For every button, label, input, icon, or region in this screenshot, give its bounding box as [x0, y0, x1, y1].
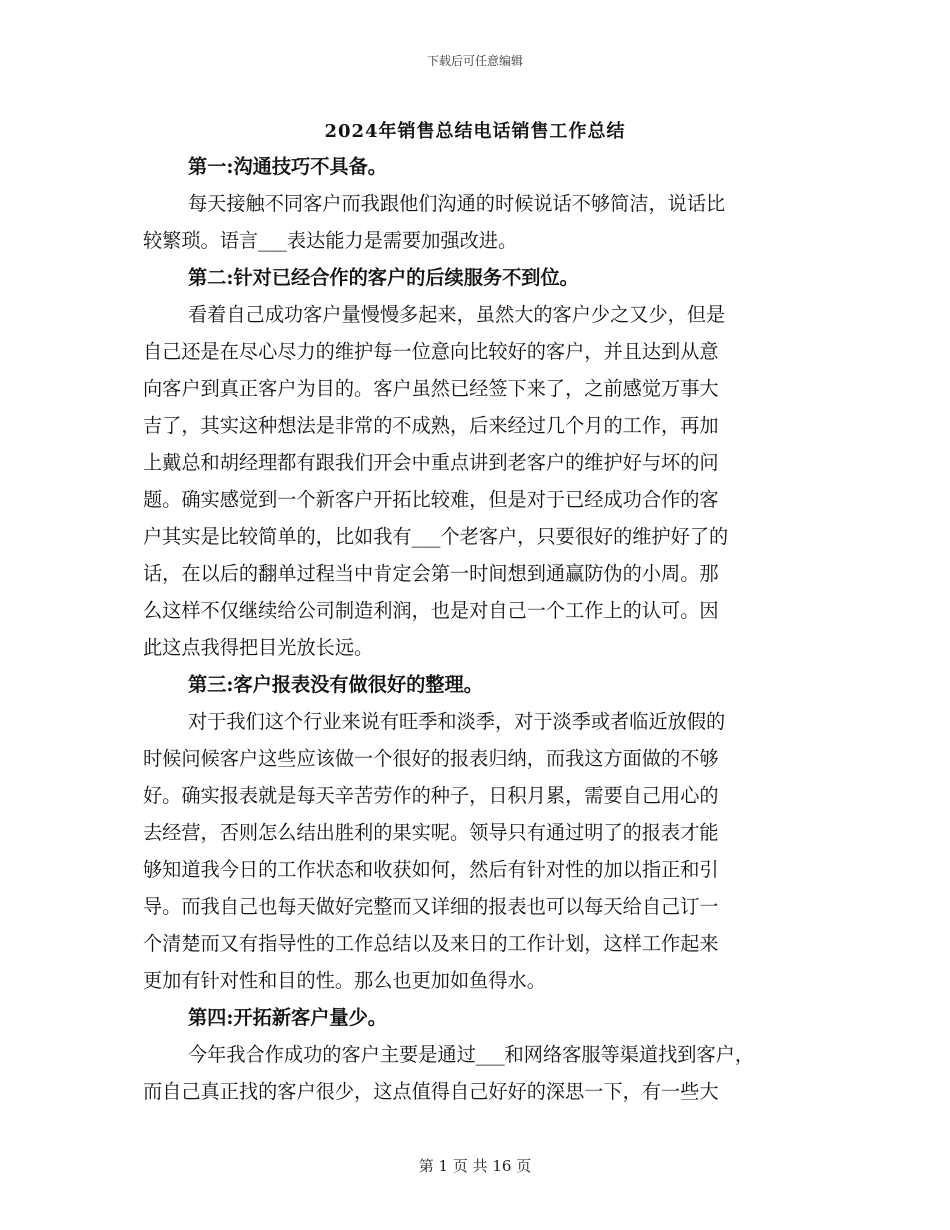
paragraph-line: 而自己真正找的客户很少，这点值得自己好好的深思一下，有一些大	[143, 1080, 719, 1103]
paragraph-line: 较繁琐。语言___表达能力是需要加强改进。	[143, 229, 518, 252]
paragraph-line: 自己还是在尽心尽力的维护每一位意向比较好的客户，并且达到从意	[143, 340, 719, 363]
paragraph-line: 去经营，否则怎么结出胜利的果实呢。领导只有通过明了的报表才能	[143, 821, 719, 844]
paragraph-line: 题。确实感觉到一个新客户开拓比较难，但是对于已经成功合作的客	[143, 488, 719, 511]
paragraph-line: 此这点我得把目光放长远。	[143, 636, 374, 659]
paragraph-line: 导。而我自己也每天做好完整而又详细的报表也可以每天给自己订一	[143, 895, 719, 918]
paragraph-line: 上戴总和胡经理都有跟我们开会中重点讲到老客户的维护好与坏的问	[143, 451, 719, 474]
paragraph-line: 个清楚而又有指导性的工作总结以及来日的工作计划，这样工作起来	[143, 932, 719, 955]
paragraph-line: 么这样不仅继续给公司制造利润，也是对自己一个工作上的认可。因	[143, 599, 719, 622]
paragraph-line: 今年我合作成功的客户主要是通过___和网络客服等渠道找到客户，	[188, 1043, 755, 1066]
paragraph-line: 够知道我今日的工作状态和收获如何，然后有针对性的加以指正和引	[143, 858, 719, 881]
section-heading-1: 第一:沟通技巧不具备。	[188, 155, 387, 178]
section-heading-2: 第二:针对已经合作的客户的后续服务不到位。	[188, 266, 579, 289]
page-header-note: 下载后可任意编辑	[426, 54, 523, 68]
paragraph-line: 吉了，其实这种想法是非常的不成熟，后来经过几个月的工作，再加	[143, 414, 719, 437]
page-number: 第 1 页 共 16 页	[418, 1157, 532, 1175]
paragraph-line: 话，在以后的翻单过程当中肯定会第一时间想到通赢防伪的小周。那	[143, 562, 719, 585]
paragraph-line: 户其实是比较简单的，比如我有___个老客户，只要很好的维护好了的	[143, 525, 729, 548]
paragraph-line: 看着自己成功客户量慢慢多起来，虽然大的客户少之又少，但是	[188, 303, 726, 326]
paragraph-line: 好。确实报表就是每天辛苦劳作的种子，日积月累，需要自己用心的	[143, 784, 719, 807]
document-body	[143, 148, 815, 1110]
section-heading-3: 第三:客户报表没有做很好的整理。	[188, 673, 483, 696]
paragraph-line: 时候问候客户这些应该做一个很好的报表归纳，而我这方面做的不够	[143, 747, 719, 770]
paragraph-line: 更加有针对性和目的性。那么也更加如鱼得水。	[143, 969, 546, 992]
paragraph-line: 每天接触不同客户而我跟他们沟通的时候说话不够简洁，说话比	[188, 192, 726, 215]
section-heading-4: 第四:开拓新客户量少。	[188, 1006, 387, 1029]
document-title: 2024年销售总结电话销售工作总结	[324, 121, 626, 142]
paragraph-line: 向客户到真正客户为目的。客户虽然已经签下来了，之前感觉万事大	[143, 377, 719, 400]
paragraph-line: 对于我们这个行业来说有旺季和淡季，对于淡季或者临近放假的	[188, 710, 726, 733]
